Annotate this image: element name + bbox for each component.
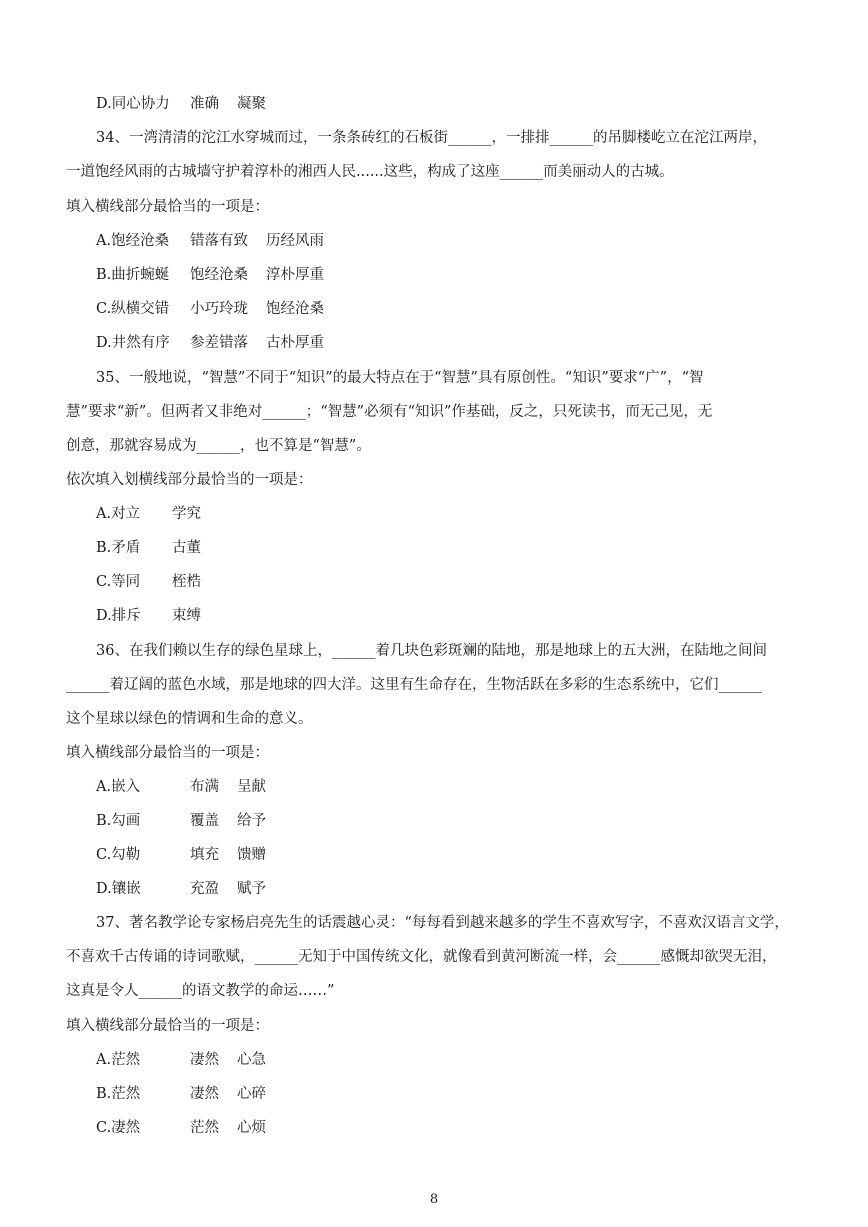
option-word: 桎梏 [172, 574, 201, 590]
q36-option-b [96, 811, 266, 831]
option-label: A.嵌入 [96, 779, 141, 795]
q36-option-d [96, 879, 266, 899]
option-word: 心急 [237, 1052, 266, 1068]
option-word: 心烦 [237, 1120, 266, 1136]
q37-stem-line-3: 这真是令人______的语文教学的命运……” [66, 983, 335, 999]
q34-stem-line-2: 一道饱经风雨的古城墙守护着淳朴的湘西人民......这些，构成了这座______而美丽动人的古城。 [66, 164, 674, 180]
option-word: 学究 [172, 506, 201, 522]
option-word: 布满 [190, 779, 219, 795]
q36-option-a [96, 777, 266, 797]
q35-option-d [96, 606, 201, 626]
option-label: D.同心协力 [96, 96, 170, 112]
option-word: 呈献 [237, 779, 266, 795]
option-word: 历经风雨 [266, 233, 324, 249]
option-label: A.对立 [96, 506, 141, 522]
option-label: C.等同 [96, 574, 141, 590]
page-number: 8 [429, 1192, 439, 1207]
q35-option-b [96, 538, 201, 558]
q35-stem-line-2: 慧”要求“新”。但两者又非绝对______；“智慧”必须有“知识”作基础，反之，只死读书，而无己见，无 [66, 404, 713, 420]
q34-option-a [96, 231, 324, 251]
option-word: 给予 [237, 813, 266, 829]
q33-option-d [96, 94, 266, 114]
option-word: 饱经沧桑 [190, 267, 248, 283]
q37-stem-line-1: 37、著名教学论专家杨启亮先生的话震越心灵：“每每看到越来越多的学生不喜欢写字，不喜欢汉语言文学， [96, 915, 789, 931]
option-word: 错落有致 [190, 233, 248, 249]
option-word: 凝聚 [237, 96, 266, 112]
option-label: B.勾画 [96, 813, 141, 829]
option-label: C.纵横交错 [96, 301, 170, 317]
option-label: C.凄然 [96, 1120, 141, 1136]
q36-prompt: 填入横线部分最恰当的一项是： [66, 745, 269, 761]
option-word: 充盈 [190, 881, 219, 897]
q35-option-a [96, 504, 201, 524]
option-label: A.饱经沧桑 [96, 233, 170, 249]
option-label: C.勾勒 [96, 847, 141, 863]
q35-stem-line-3: 创意，那就容易成为______，也不算是“智慧”。 [66, 438, 371, 454]
option-word: 小巧玲珑 [190, 301, 248, 317]
q35-option-c [96, 572, 201, 592]
q36-stem-line-2: ______着辽阔的蓝色水域，那是地球的四大洋。这里有生命存在，生物活跃在多彩的生态系统中，它们______ [66, 677, 762, 693]
option-word: 凄然 [190, 1086, 219, 1102]
q36-stem-line-3: 这个星球以绿色的情调和生命的意义。 [66, 711, 313, 727]
option-word: 准确 [190, 96, 219, 112]
q34-option-c [96, 299, 324, 319]
option-label: D.排斥 [96, 608, 141, 624]
option-word: 心碎 [237, 1086, 266, 1102]
q34-prompt: 填入横线部分最恰当的一项是： [66, 199, 269, 215]
q37-prompt: 填入横线部分最恰当的一项是： [66, 1018, 269, 1034]
q34-option-b [96, 265, 324, 285]
option-word: 古董 [172, 540, 201, 556]
q37-stem-line-2: 不喜欢千古传诵的诗词歌赋，______无知于中国传统文化，就像看到黄河断流一样，会______感慨却欲哭无泪， [66, 949, 777, 965]
q37-option-c [96, 1118, 266, 1138]
option-label: B.茫然 [96, 1086, 141, 1102]
option-word: 赋予 [237, 881, 266, 897]
option-label: B.矛盾 [96, 540, 141, 556]
option-label: B.曲折蜿蜒 [96, 267, 170, 283]
option-label: D.镶嵌 [96, 881, 141, 897]
option-word: 覆盖 [190, 813, 219, 829]
option-label: D.井然有序 [96, 335, 170, 351]
q35-prompt: 依次填入划横线部分最恰当的一项是： [66, 472, 313, 488]
option-word: 茫然 [190, 1120, 219, 1136]
option-word: 参差错落 [190, 335, 248, 351]
option-word: 淳朴厚重 [266, 267, 324, 283]
q34-stem-line-1: 34、一湾清清的沱江水穿城而过，一条条砖红的石板街______，一排排______的吊脚楼屹立在沱江两岸， [96, 130, 767, 146]
option-word: 凄然 [190, 1052, 219, 1068]
option-word: 填充 [190, 847, 219, 863]
q36-stem-line-1: 36、在我们赖以生存的绿色星球上，______着几块色彩斑斓的陆地，那是地球上的五大洲，在陆地之间间 [96, 643, 767, 659]
option-word: 饱经沧桑 [266, 301, 324, 317]
option-word: 古朴厚重 [266, 335, 324, 351]
q34-option-d [96, 333, 324, 353]
option-label: A.茫然 [96, 1052, 141, 1068]
option-word: 束缚 [172, 608, 201, 624]
q37-option-b [96, 1084, 266, 1104]
q36-option-c [96, 845, 266, 865]
q37-option-a [96, 1050, 266, 1070]
option-word: 馈赠 [237, 847, 266, 863]
q35-stem-line-1: 35、一般地说，“智慧”不同于“知识”的最大特点在于“智慧”具有原创性。“知识”要求“广”，“智 [96, 370, 704, 386]
